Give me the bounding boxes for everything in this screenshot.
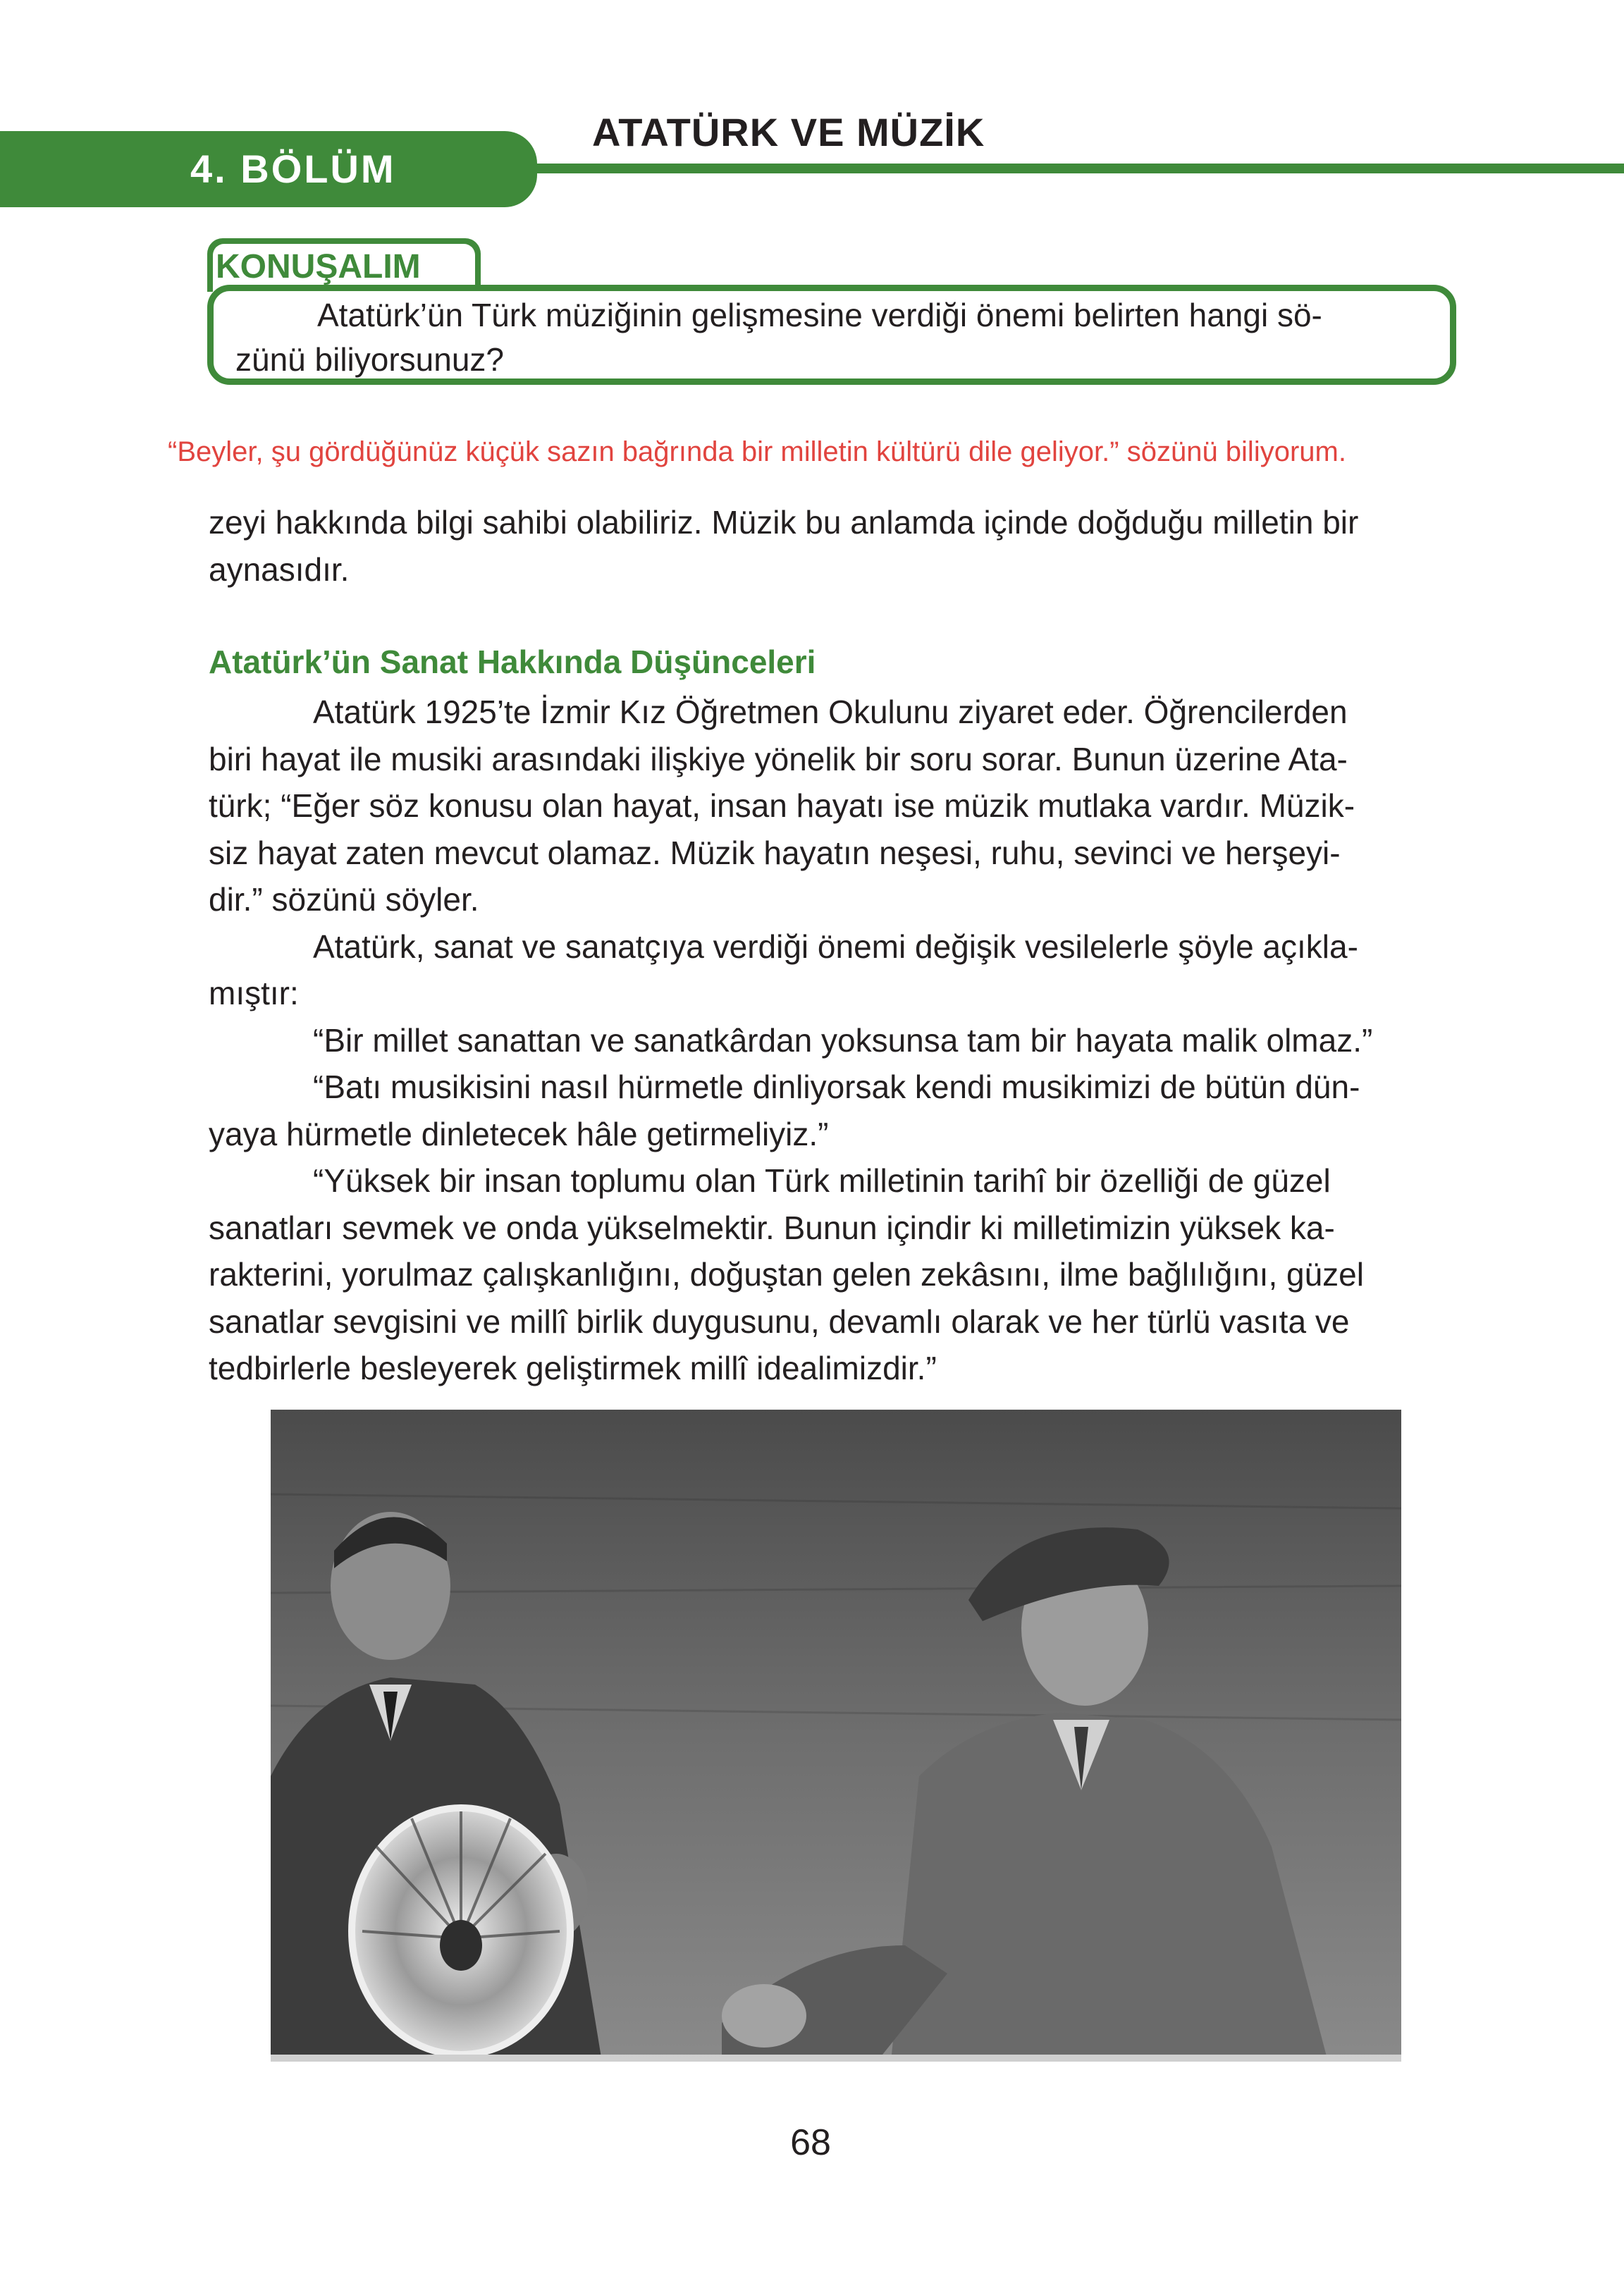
question-line: zünü biliyorsunuz? [235, 341, 505, 378]
text-line: “Batı musikisini nasıl hürmetle dinliyorsak kendi musikimizi de bütün dün- [313, 1069, 1360, 1105]
text-line: sanatları sevmek ve onda yükselmektir. Bunun içindir ki milletimizin yüksek ka- [209, 1209, 1335, 1246]
paragraph [209, 923, 1459, 1017]
text-line: siz hayat zaten mevcut olamaz. Müzik hayatın neşesi, ruhu, sevinci ve herşeyi- [209, 834, 1341, 871]
chapter-label: 4. BÖLÜM [190, 147, 396, 191]
text-line: türk; “Eğer söz konusu olan hayat, insan hayatı ise müzik mutlaka vardır. Müzik- [209, 787, 1355, 824]
text-line: biri hayat ile musiki arasındaki ilişkiye yönelik bir soru sorar. Bunun üzerine Ata- [209, 740, 1348, 777]
intro-paragraph [209, 499, 1459, 593]
gramophone-horn-icon [352, 1808, 570, 2055]
text-line: aynasıdır. [209, 550, 350, 588]
text-line: Atatürk 1925’te İzmir Kız Öğretmen Okulunu ziyaret eder. Öğrencilerden [313, 694, 1348, 730]
page-title: ATATÜRK VE MÜZİK [592, 110, 985, 154]
paragraph [209, 689, 1459, 923]
text-line: “Bir millet sanattan ve sanatkârdan yoksunsa tam bir hayata malik olmaz.” [313, 1021, 1373, 1059]
text-line: Atatürk, sanat ve sanatçıya verdiği önemi değişik vesilelerle şöyle açıkla- [313, 928, 1358, 965]
text-line: dir.” sözünü söyler. [209, 881, 479, 918]
text-line: zeyi hakkında bilgi sahibi olabiliriz. Müzik bu anlamda içinde doğduğu milletin bir [209, 504, 1359, 541]
text-line: yaya hürmetle dinletecek hâle getirmeliyiz.” [209, 1115, 829, 1152]
header-rule [529, 164, 1624, 173]
page-number: 68 [790, 2122, 831, 2163]
section-heading: Atatürk’ün Sanat Hakkında Düşünceleri [209, 644, 816, 680]
section-body [209, 689, 1459, 1392]
paragraph [209, 1064, 1459, 1157]
question-line: Atatürk’ün Türk müziğinin gelişmesine verdiği önemi belirten hangi sö- [317, 297, 1322, 333]
text-line: rakterini, yorulmaz çalışkanlığını, doğuştan gelen zekâsını, ilme bağlılığını, güzel [209, 1256, 1364, 1293]
text-line: tedbirlerle besleyerek geliştirmek millî idealimizdir.” [209, 1350, 937, 1386]
paragraph [209, 1017, 1459, 1064]
paragraph [209, 1157, 1459, 1392]
discussion-question [235, 293, 1427, 383]
discussion-label: KONUŞALIM [216, 248, 421, 285]
text-line: mıştır: [209, 975, 299, 1011]
text-line: sanatlar sevgisini ve millî birlik duygusunu, devamlı olarak ve her türlü vasıta ve [209, 1303, 1350, 1340]
text-line: “Yüksek bir insan toplumu olan Türk milletinin tarihî bir özelliği de güzel [313, 1162, 1331, 1199]
answer-text: “Beyler, şu gördüğünüz küçük sazın bağrında bir milletin kültürü dile geliyor.” sözünü biliyorum. [168, 436, 1346, 467]
photograph [271, 1410, 1401, 2062]
